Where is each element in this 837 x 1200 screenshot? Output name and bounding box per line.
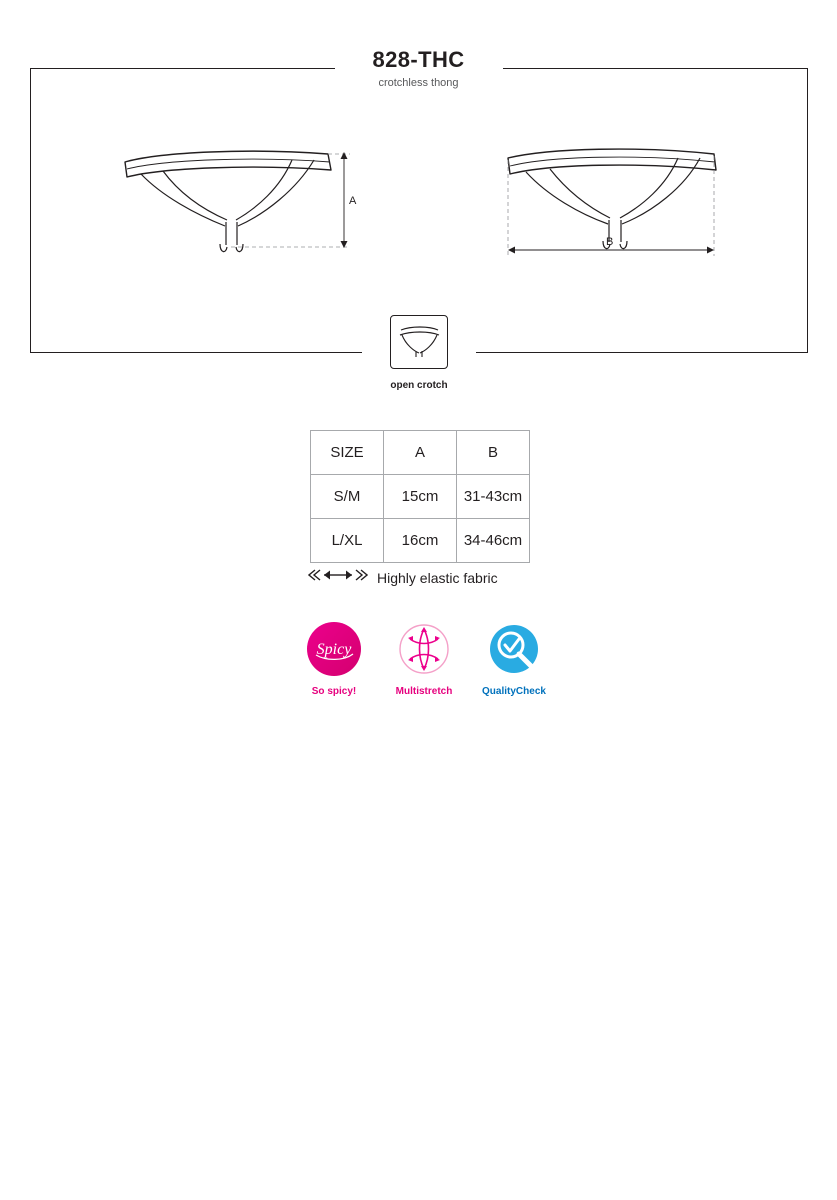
back-view-drawing [490, 130, 750, 295]
open-crotch-label: open crotch [390, 380, 448, 391]
page-subtitle: crotchless thong [378, 77, 459, 89]
feature-label-multistretch: Multistretch [395, 686, 453, 697]
feature-multistretch [390, 620, 458, 698]
frame-border-right [807, 68, 808, 353]
size-table [310, 430, 530, 563]
dimension-label-b: B [606, 236, 614, 248]
frame-border-bottom-left [30, 352, 362, 353]
dimension-label-a: A [349, 195, 357, 207]
feature-qualitycheck [480, 620, 548, 698]
feature-so-spicy [300, 620, 368, 698]
multistretch-icon [390, 620, 458, 678]
table-header-a: A [384, 431, 457, 475]
front-view-drawing [100, 130, 390, 285]
frame-border-left [30, 68, 31, 353]
frame-border-bottom-right [476, 352, 808, 353]
table-cell-b: 31-43cm [457, 475, 530, 519]
table-header-size: SIZE [311, 431, 384, 475]
open-crotch-badge [360, 315, 478, 391]
table-cell-b: 34-46cm [457, 519, 530, 563]
table-cell-size: S/M [311, 475, 384, 519]
open-crotch-icon [390, 315, 448, 369]
table-cell-a: 16cm [384, 519, 457, 563]
elastic-fabric-label: Highly elastic fabric [377, 569, 498, 586]
title-block [0, 48, 837, 90]
table-cell-a: 15cm [384, 475, 457, 519]
table-header-b: B [457, 431, 530, 475]
feature-label-qualitycheck: QualityCheck [482, 686, 546, 697]
table-row [311, 475, 530, 519]
double-arrow-icon [308, 568, 368, 587]
elastic-fabric-note [308, 568, 498, 587]
table-cell-size: L/XL [311, 519, 384, 563]
qualitycheck-icon [480, 620, 548, 678]
svg-text:Spicy: Spicy [316, 641, 352, 658]
spicy-icon [300, 620, 368, 678]
table-row [311, 519, 530, 563]
feature-label-so-spicy: So spicy! [311, 686, 357, 697]
feature-icons [300, 620, 548, 698]
page-title: 828-THC [372, 47, 465, 72]
table-header-row [311, 431, 530, 475]
